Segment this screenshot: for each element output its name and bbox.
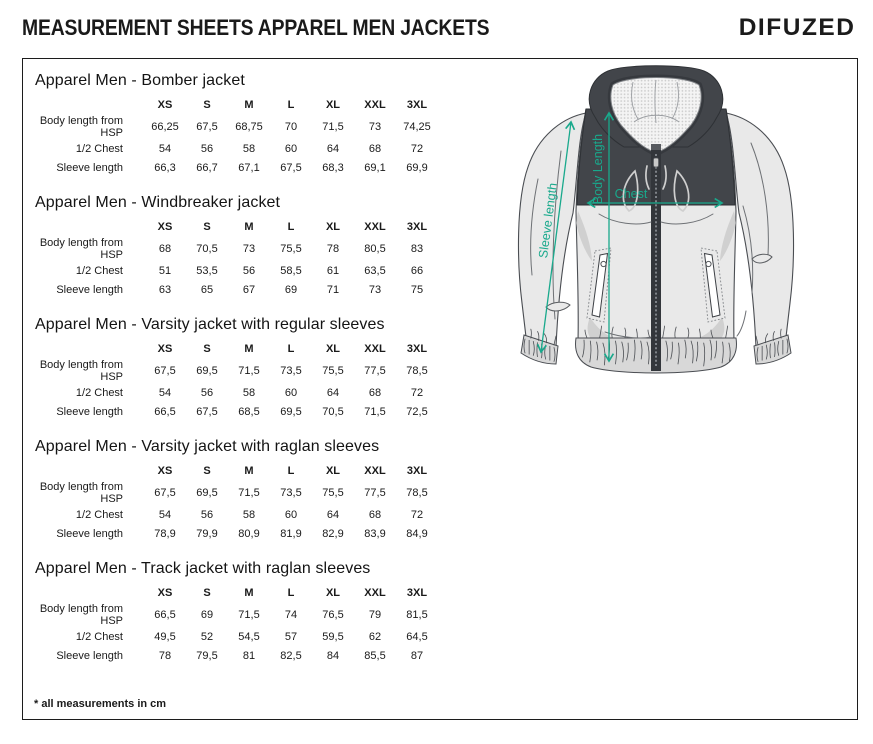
size-column-header: L (287, 343, 295, 355)
measurement-value: 71,5 (322, 121, 344, 133)
size-column-header: S (203, 343, 211, 355)
measurement-value: 62 (368, 630, 382, 643)
row-gap (123, 237, 144, 261)
table-title: Apparel Men - Varsity jacket with regular sleeves (35, 316, 385, 333)
content-frame (22, 58, 858, 720)
measurement-row (35, 158, 438, 177)
measurement-value: 72 (410, 142, 424, 155)
row-gap (123, 359, 144, 383)
measurement-value: 71 (326, 283, 340, 296)
size-column-header: L (287, 465, 295, 477)
measurement-value: 67,5 (196, 121, 218, 133)
row-gap (123, 139, 144, 158)
table-title: Apparel Men - Varsity jacket with raglan sleeves (35, 438, 380, 455)
measurement-value: 75 (410, 283, 424, 296)
measurement-value: 82,9 (322, 527, 344, 540)
measurement-value: 58,5 (280, 264, 302, 277)
row-label: Body length from HSP (39, 603, 123, 627)
size-header-row (35, 95, 438, 115)
jacket-diagram (489, 59, 829, 404)
measurement-value: 60 (284, 508, 298, 521)
measurement-value: 63,5 (364, 264, 386, 277)
measurement-value: 49,5 (154, 630, 176, 643)
measurement-value: 72 (410, 508, 424, 521)
row-gap (123, 603, 144, 627)
row-label: Sleeve length (56, 161, 123, 174)
header-spacer (35, 461, 123, 481)
measurement-value: 51 (158, 264, 172, 277)
measurement-value: 76,5 (322, 609, 344, 621)
difuzed-logo: DIFUZED (738, 14, 855, 41)
measurement-value: 68,5 (238, 405, 260, 418)
page-header (22, 8, 855, 48)
header-spacer (35, 95, 123, 115)
measurement-value: 79,9 (196, 527, 218, 540)
measurement-value: 68,3 (322, 161, 344, 174)
size-table (35, 583, 438, 665)
measurement-value: 80,5 (364, 243, 386, 255)
measurement-value: 60 (284, 386, 298, 399)
size-table (35, 339, 438, 421)
measurement-value: 85,5 (364, 649, 386, 662)
measurement-value: 53,5 (196, 264, 218, 277)
measurement-row (35, 481, 438, 505)
row-gap (123, 383, 144, 402)
measurement-row (35, 383, 438, 402)
measurement-row (35, 280, 438, 299)
row-label: 1/2 Chest (75, 508, 123, 521)
measurement-value: 79 (368, 609, 382, 621)
row-gap (123, 158, 144, 177)
size-column-header: M (244, 465, 254, 477)
header-gap (123, 583, 144, 603)
measurement-value: 67,5 (154, 365, 176, 377)
size-header-row (35, 217, 438, 237)
row-label: 1/2 Chest (75, 386, 123, 399)
measurement-value: 71,5 (238, 365, 260, 377)
measurement-value: 79,5 (196, 649, 218, 662)
measurement-value: 77,5 (364, 365, 386, 377)
size-header-row (35, 461, 438, 481)
measurement-value: 68 (368, 142, 382, 155)
measurement-row (35, 402, 438, 421)
size-column-header: L (287, 99, 295, 111)
measurement-value: 73 (242, 243, 256, 255)
measurement-value: 54,5 (238, 630, 260, 643)
measurement-row (35, 115, 438, 139)
size-column-header: S (203, 587, 211, 599)
measurement-value: 66 (410, 264, 424, 277)
row-label: Sleeve length (56, 527, 123, 540)
measurement-value: 68 (368, 508, 382, 521)
measurement-value: 78,9 (154, 527, 176, 540)
measurement-value: 64 (326, 142, 340, 155)
size-column-header: S (203, 465, 211, 477)
measurement-row (35, 524, 438, 543)
row-label: 1/2 Chest (75, 630, 123, 643)
measurement-value: 70,5 (322, 405, 344, 418)
size-column-header: XS (157, 343, 173, 355)
measurement-value: 75,5 (322, 487, 344, 499)
measurement-row (35, 359, 438, 383)
measurement-value: 65 (200, 283, 214, 296)
size-column-header: M (244, 587, 254, 599)
size-column-header: 3XL (406, 221, 428, 233)
measurement-value: 72 (410, 386, 424, 399)
size-column-header: XXL (364, 343, 386, 355)
chest-label: Chest (614, 187, 648, 201)
measurement-value: 73 (368, 283, 382, 296)
measurement-value: 73 (368, 121, 382, 133)
measurement-value: 74 (284, 609, 298, 621)
measurement-value: 78 (158, 649, 172, 662)
measurement-value: 52 (200, 630, 214, 643)
measurement-value: 54 (158, 142, 172, 155)
header-gap (123, 339, 144, 359)
row-gap (123, 481, 144, 505)
measurement-value: 87 (410, 649, 424, 662)
measurement-value: 66,3 (154, 161, 176, 174)
measurement-row (35, 603, 438, 627)
row-label: Sleeve length (56, 405, 123, 418)
size-column-header: L (287, 587, 295, 599)
size-column-header: 3XL (406, 343, 428, 355)
measurement-value: 78 (326, 243, 340, 255)
measurement-row (35, 627, 438, 646)
measurement-row (35, 505, 438, 524)
pocket-zip-pull (706, 261, 711, 266)
measurement-value: 67 (242, 283, 256, 296)
measurement-table (35, 438, 483, 543)
measurement-row (35, 139, 438, 158)
size-column-header: XS (157, 465, 173, 477)
size-column-header: M (244, 221, 254, 233)
size-column-header: XS (157, 221, 173, 233)
measurement-value: 80,9 (238, 527, 260, 540)
measurement-value: 56 (200, 142, 214, 155)
measurement-value: 81,9 (280, 527, 302, 540)
row-label: 1/2 Chest (75, 264, 123, 277)
size-table (35, 461, 438, 543)
measurement-value: 81 (242, 649, 256, 662)
size-column-header: XXL (364, 99, 386, 111)
measurement-value: 78,5 (406, 365, 428, 377)
measurement-value: 64 (326, 508, 340, 521)
row-gap (123, 261, 144, 280)
measurement-value: 83 (410, 243, 424, 255)
row-label: 1/2 Chest (75, 142, 123, 155)
measurement-tables (23, 59, 483, 682)
header-spacer (35, 217, 123, 237)
row-gap (123, 646, 144, 665)
size-column-header: 3XL (406, 587, 428, 599)
measurement-value: 72,5 (406, 405, 428, 418)
header-spacer (35, 339, 123, 359)
row-label: Body length from HSP (39, 237, 123, 261)
row-label: Body length from HSP (39, 481, 123, 505)
measurement-value: 58 (242, 508, 256, 521)
measurement-value: 61 (326, 264, 340, 277)
size-column-header: 3XL (406, 99, 428, 111)
measurement-value: 67,5 (280, 161, 302, 174)
row-gap (123, 402, 144, 421)
measurement-value: 68 (368, 386, 382, 399)
row-gap (123, 115, 144, 139)
header-gap (123, 95, 144, 115)
size-header-row (35, 339, 438, 359)
measurement-row (35, 261, 438, 280)
size-column-header: M (244, 99, 254, 111)
size-column-header: L (287, 221, 295, 233)
size-table (35, 217, 438, 299)
size-column-header: XXL (364, 465, 386, 477)
measurement-value: 56 (200, 508, 214, 521)
zipper (651, 144, 661, 371)
measurement-value: 69 (200, 609, 214, 621)
header-gap (123, 217, 144, 237)
pocket-zip-pull (601, 261, 606, 266)
measurement-value: 58 (242, 142, 256, 155)
measurement-value: 54 (158, 386, 172, 399)
row-label: Body length from HSP (39, 359, 123, 383)
table-title: Apparel Men - Track jacket with raglan sleeves (35, 560, 371, 577)
measurement-value: 70,5 (196, 243, 218, 255)
measurement-table (35, 316, 483, 421)
measurement-value: 69,5 (280, 405, 302, 418)
measurement-value: 56 (200, 386, 214, 399)
size-table (35, 95, 438, 177)
measurement-value: 69 (284, 283, 298, 296)
header-gap (123, 461, 144, 481)
size-column-header: XS (157, 99, 173, 111)
measurement-value: 64,5 (406, 630, 428, 643)
measurement-value: 84,9 (406, 527, 428, 540)
measurement-table (35, 72, 483, 177)
table-title: Apparel Men - Bomber jacket (35, 72, 245, 89)
measurement-value: 66,7 (196, 161, 218, 174)
size-column-header: M (244, 343, 254, 355)
table-title: Apparel Men - Windbreaker jacket (35, 194, 281, 211)
measurement-value: 66,5 (154, 405, 176, 418)
measurement-value: 58 (242, 386, 256, 399)
measurement-value: 74,25 (403, 121, 431, 133)
size-column-header: 3XL (406, 465, 428, 477)
measurement-value: 69,9 (406, 161, 428, 174)
measurement-value: 64 (326, 386, 340, 399)
row-gap (123, 505, 144, 524)
measurement-value: 69,5 (196, 487, 218, 499)
header-spacer (35, 583, 123, 603)
measurement-value: 68,75 (235, 121, 263, 133)
measurement-value: 73,5 (280, 365, 302, 377)
size-column-header: XXL (364, 221, 386, 233)
measurement-value: 75,5 (322, 365, 344, 377)
measurement-value: 59,5 (322, 630, 344, 643)
size-column-header: XS (157, 587, 173, 599)
measurement-value: 77,5 (364, 487, 386, 499)
size-column-header: XL (325, 587, 341, 599)
measurement-value: 71,5 (238, 487, 260, 499)
zipper-pull (653, 158, 658, 167)
measurement-table (35, 560, 483, 665)
measurement-value: 68 (158, 243, 172, 255)
size-header-row (35, 583, 438, 603)
measurement-value: 57 (284, 630, 298, 643)
size-column-header: S (203, 99, 211, 111)
measurement-value: 60 (284, 142, 298, 155)
size-column-header: XL (325, 343, 341, 355)
measurement-value: 82,5 (280, 649, 302, 662)
measurement-value: 63 (158, 283, 172, 296)
size-column-header: XXL (364, 587, 386, 599)
size-column-header: XL (325, 465, 341, 477)
measurement-value: 75,5 (280, 243, 302, 255)
jacket-illustration (489, 59, 829, 404)
measurement-value: 70 (284, 121, 298, 133)
measurement-value: 84 (326, 649, 340, 662)
body-length-label: Body Length (591, 133, 605, 205)
measurement-value: 81,5 (406, 609, 428, 621)
measurement-table (35, 194, 483, 299)
row-gap (123, 627, 144, 646)
row-label: Body length from HSP (39, 115, 123, 139)
row-label: Sleeve length (56, 649, 123, 662)
measurement-value: 69,1 (364, 161, 386, 174)
measurement-value: 67,1 (238, 161, 260, 174)
measurement-value: 67,5 (196, 405, 218, 418)
footnote: * all measurements in cm (34, 698, 167, 710)
measurement-value: 73,5 (280, 487, 302, 499)
measurement-value: 67,5 (154, 487, 176, 499)
size-column-header: XL (325, 221, 341, 233)
measurement-value: 71,5 (238, 609, 260, 621)
measurement-value: 83,9 (364, 527, 386, 540)
measurement-row (35, 646, 438, 665)
measurement-value: 56 (242, 264, 256, 277)
row-gap (123, 524, 144, 543)
measurement-value: 66,25 (151, 121, 179, 133)
sleeve-length-label: Sleeve length (536, 182, 560, 259)
row-gap (123, 280, 144, 299)
size-column-header: XL (325, 99, 341, 111)
measurement-value: 66,5 (154, 609, 176, 621)
page-title: MEASUREMENT SHEETS APPAREL MEN JACKETS (22, 15, 490, 40)
size-column-header: S (203, 221, 211, 233)
measurement-row (35, 237, 438, 261)
measurement-value: 69,5 (196, 365, 218, 377)
measurement-value: 78,5 (406, 487, 428, 499)
measurement-value: 54 (158, 508, 172, 521)
row-label: Sleeve length (56, 283, 123, 296)
measurement-value: 71,5 (364, 405, 386, 418)
